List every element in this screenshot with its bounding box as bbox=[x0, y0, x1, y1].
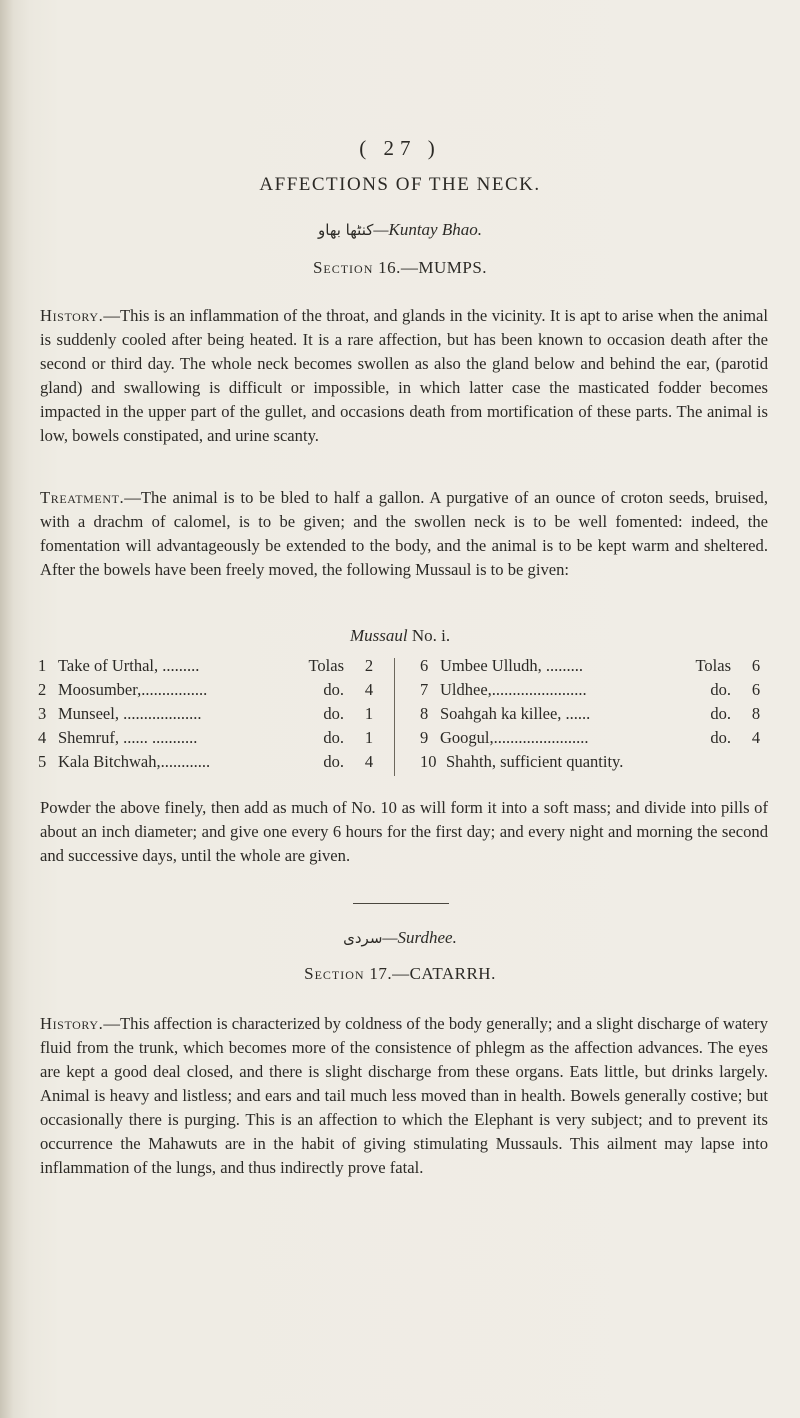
mumps-treatment-lead: Treatment. bbox=[40, 488, 125, 507]
catarrh-section-title: 17.—CATARRH. bbox=[369, 964, 496, 983]
page-number: ( 27 ) bbox=[359, 136, 441, 160]
mumps-history-lead: History. bbox=[40, 306, 104, 325]
catarrh-history-paragraph bbox=[40, 1012, 768, 1180]
mumps-history-text: —This is an inflammation of the throat, and glands in the vicinity. It is apt to arise when the animal is suddenly cooled after being heated. It is a rare affection, but has been known to occasion death after the second or third day. The whole neck becomes swollen as also the gland below and behind the ear, (parotid gland) and swallowing is difficult or impossible, in which latter case the masticated fodder becomes impacted in the upper part of the gullet, and occasions death from mortification of these parts. The animal is low, bowels constipated, and urine scanty. bbox=[40, 306, 768, 445]
section-separator-rule bbox=[353, 903, 449, 904]
recipe-left-column bbox=[38, 654, 378, 774]
recipe-row: 6 Umbee Ulludh, ......... Tolas 6 bbox=[420, 656, 761, 675]
mumps-section-heading bbox=[0, 258, 800, 278]
catarrh-vernacular-heading bbox=[0, 928, 800, 948]
chapter-title: AFFECTIONS OF THE NECK. bbox=[259, 174, 541, 195]
catarrh-history-lead: History. bbox=[40, 1014, 104, 1033]
catarrh-section-heading bbox=[0, 964, 800, 984]
mumps-vernacular-heading bbox=[0, 220, 800, 240]
mussaul-number: No. i. bbox=[411, 626, 451, 645]
recipe-row: 2 Moosumber,................ do. 4 bbox=[38, 680, 374, 699]
recipe-row: 9 Googul,....................... do. 4 bbox=[420, 728, 761, 747]
column-divider bbox=[394, 658, 395, 776]
catarrh-section-label: Section bbox=[304, 964, 365, 983]
recipe-right-column bbox=[420, 654, 765, 774]
recipe-row: 5 Kala Bitchwah,............ do. 4 bbox=[38, 752, 374, 771]
mussaul-heading bbox=[0, 626, 800, 646]
mumps-treatment-paragraph bbox=[40, 486, 768, 582]
recipe-row: 1 Take of Urthal, ......... Tolas 2 bbox=[38, 656, 374, 675]
recipe-row: 3 Munseel, ................... do. 1 bbox=[38, 704, 374, 723]
mussaul-directions-paragraph: Powder the above finely, then add as much of No. 10 as will form it into a soft mass; and divide into pills of about an inch diameter; and give one every 6 hours for the first day; and every night and morning the second and successive days, until the whole are given. bbox=[40, 798, 768, 865]
recipe-row: 7 Uldhee,....................... do. 6 bbox=[420, 680, 761, 699]
page-edge-shadow bbox=[0, 0, 14, 1418]
catarrh-history-text: —This affection is characterized by coldness of the body generally; and a slight discharge of watery fluid from the trunk, which becomes more of the consistence of phlegm as the affection advances. The eyes are kept a good deal closed, and there is slight discharge from these organs. Eats little, but drinks largely. Animal is heavy and listless; and ears and tail much less moved than in health. Bowels generally costive; but occasionally there is purging. This is an affection to which the Elephant is very subject; and to prevent its occurrence the Mahawuts are in the habit of giving stimulating Mussauls. This ailment may lapse into inflammation of the lungs, and thus indirectly prove fatal. bbox=[40, 1014, 768, 1177]
mussaul-title: Mussaul bbox=[349, 626, 408, 645]
mumps-vernacular-script: کنٹھا بهاو bbox=[318, 221, 374, 239]
mumps-section-title: 16.—MUMPS. bbox=[378, 258, 488, 277]
recipe-row: 10 Shahth, sufficient quantity. bbox=[420, 752, 624, 771]
mumps-section-label: Section bbox=[312, 258, 374, 277]
catarrh-vernacular-script: سردی bbox=[343, 929, 383, 947]
mussaul-recipe-table bbox=[38, 654, 768, 780]
mumps-vernacular-latin: —Kuntay Bhao. bbox=[373, 220, 482, 239]
mumps-treatment-text: —The animal is to be bled to half a gallon. A purgative of an ounce of croton seeds, bruised, with a drachm of calomel, is to be given; and the swollen neck is to be well fomented: indeed, the fomentation will advantageously be extended to the body, and the animal is to be kept warm and sheltered. After the bowels have been freely moved, the following Mussaul is to be given: bbox=[40, 488, 768, 579]
mumps-history-paragraph bbox=[40, 304, 768, 448]
recipe-row: 8 Soahgah ka killee, ...... do. 8 bbox=[420, 704, 761, 723]
recipe-row: 4 Shemruf, ...... ........... do. 1 bbox=[38, 728, 374, 747]
catarrh-vernacular-latin: —Surdhee. bbox=[382, 928, 457, 947]
